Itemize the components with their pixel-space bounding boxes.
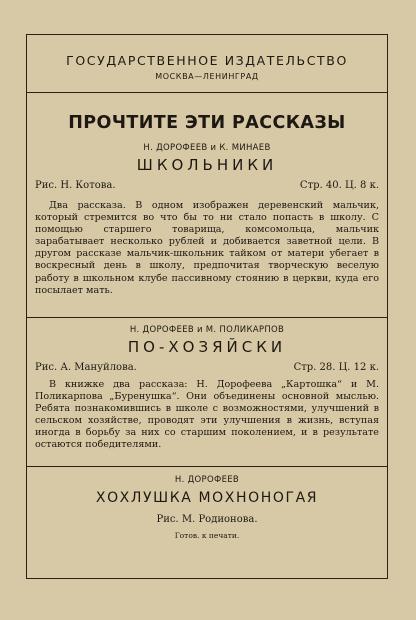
headline: ПРОЧТИТЕ ЭТИ РАССКАЗЫ bbox=[68, 113, 346, 133]
publisher-cities: МОСКВА—ЛЕНИНГРАД bbox=[155, 72, 259, 81]
publisher-name: ГОСУДАРСТВЕННОЕ ИЗДАТЕЛЬСТВО bbox=[66, 53, 348, 68]
book2-title: ПО-ХОЗЯЙСКИ bbox=[127, 338, 287, 356]
book1-description: Два рассказа. В одном изображен деревенский мальчик, который стремится во что бы то ни стало попасть в школу. С помощью старшего товарища, комсомольца, мальчик зарабатывает несколько рублей и добивается заветной цели. В другом рассказе мальчик-школьник тайком от матери убегает в воскресный день в школу, предпочитая творческую веселую работу в школьном клубе пассивному стоянию в церкви, куда его посылает мать. bbox=[35, 200, 379, 296]
book2-authors: Н. ДОРОФЕЕВ и М. ПОЛИКАРПОВ bbox=[129, 325, 285, 335]
book1-authors: Н. ДОРОФЕЕВ и К. МИНАЕВ bbox=[143, 143, 271, 153]
book1-meta bbox=[35, 180, 379, 191]
divider-top bbox=[27, 92, 387, 93]
book1-illustrator: Рис. Н. Котова. bbox=[35, 180, 116, 191]
book2-illustrator: Рис. А. Мануйлова. bbox=[35, 362, 137, 373]
book2-pages-price: Стр. 28. Ц. 12 к. bbox=[293, 362, 379, 373]
book3-author: Н. ДОРОФЕЕВ bbox=[174, 475, 240, 485]
book1-pages-price: Стр. 40. Ц. 8 к. bbox=[299, 180, 379, 191]
book1-title: ШКОЛЬНИКИ bbox=[136, 156, 278, 174]
book3-status: Готов. к печати. bbox=[174, 531, 240, 540]
book2-description: В книжке два рассказа: Н. Дорофеева „Картошка“ и М. Поликарпова „Буренушка“. Они объединены основной мыслью. Ребята познакомившись в школе с возможностями, улучшений в сельском хозяйстве, проводят эти улучшения в жизнь, вступая иногда в борьбу за них со старшим поколением, и в результате остаются победителями. bbox=[35, 379, 379, 451]
book3-title: ХОХЛУШКА МОХНОНОГАЯ bbox=[95, 490, 319, 506]
divider-2 bbox=[27, 466, 387, 467]
book2-meta bbox=[35, 362, 379, 373]
book3-illustrator: Рис. М. Родионова. bbox=[156, 514, 258, 525]
divider-1 bbox=[27, 317, 387, 318]
ad-frame bbox=[26, 34, 388, 579]
